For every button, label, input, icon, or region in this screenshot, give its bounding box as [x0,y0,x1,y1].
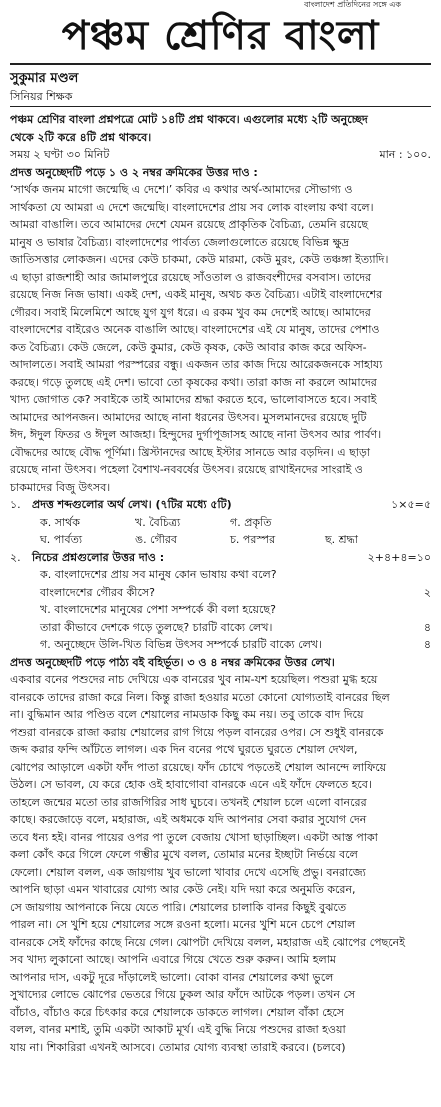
passage-line: ঝোপের আড়ালে একটা ফাঁদ পাতা রয়েছে। ফাঁদ চোখে পড়তেই শেয়াল আনন্দে লাফিয়ে [10,760,387,774]
question-number: ১. [10,498,21,511]
intro-line: থেকে ২টি করে ৪টি প্রশ্ন থাকবে। [10,130,152,144]
passage2-instruction: প্রদত্ত অনুচ্ছেদটি পড়ে পাঠ্য বই বহির্ভূত। ৩ ও ৪ নম্বর ক্রমিকের উত্তর লেখ। [10,655,335,669]
passage-line: সে জায়গায় আপনাকে নিয়ে যেতে পারি। শেয়ালের চালাকি বানর কিছুই বুঝতে [10,900,347,914]
question-text: প্রদত্ত শব্দগুলোর অর্থ লেখ। (৭টির মধ্যে ৫টি) [32,498,232,511]
passage1-text [10,181,431,496]
word-option: খ. বৈচিত্র্য [135,515,181,529]
word-option: ক. সার্থক [40,515,80,529]
passage-line: পারল না। সে খুশি হয়ে শেয়ালের সঙ্গে রওনা হলো। মনের খুশি মনে চেপে শেয়াল [10,918,356,931]
passage-line: সুখাদ্যের লোভে ঝোপের ভেতরে গিয়ে ঢুকল আর ফাঁদে আটকে পড়ল। তখন সে [10,988,356,1001]
sub-question-text: তারা কীভাবে দেশকে গড়ে তুলছে? চারটি বাক্যে লেখ। [40,620,273,634]
passage-line: কলা কোঁৎ করে গিলে ফেলে গম্ভীর মুখে বলল, তোমার মনের ইচ্ছাটা নির্ভয়ে বলে [10,848,358,861]
author-block [0,65,441,106]
passage-line: সব খাদ্য লুকানো আছে। আপনি এবারে গিয়ে খেতে শুরু করুন। আমি হলাম [10,953,337,966]
passage-line: এ ছাড়া রাজশাহী আর জামালপুরে রয়েছে সাঁওতাল ও রাজবংশীদের বসবাস। তাদের [10,270,372,284]
passage-line: একবার বনের পশুদের নাচ দেখিয়ে এক বানরের খুব নাম-যশ হয়েছিল। পশুরা মুগ্ধ হয়ে [10,673,378,686]
page-title: পঞ্চম শ্রেণির বাংলা [61,12,380,59]
sub-question-a-cont [10,584,431,602]
passage-line: ঈদ, ঈদুল ফিতর ও ঈদুল আজহা। হিন্দুদের দুর্গাপূজাসহ আছে নানা উৎসব আর পার্বণ। [10,428,382,441]
word-option: ঙ. গৌরব [135,533,178,546]
passage-line: মানুষ ও ভাষার বৈচিত্র্য। বাংলাদেশের পার্বত্য জেলাগুলোতে রয়েছে বিভিন্ন ক্ষুদ্র [10,235,349,249]
passage-line: তাহলে জন্মের মতো তার রাজগিরির সাধ ঘুচবে। তখনই শেয়াল চলে এলো বানরের [10,795,367,809]
word-option: ছ. শ্রদ্ধা [325,533,358,546]
passage-line: বানরকে সেই ফাঁদের কাছে নিয়ে গেল। ঝোপটা দেখিয়ে বলল, মহারাজ এই ঝোপের পেছনেই [10,935,405,949]
passage-line: রয়েছে নিজ নিজ ভাষা। একই দেশ, একই মানুষ, অথচ কত বৈচিত্র্য। এটাই বাংলাদেশের [10,288,383,301]
passage-line: চাকমাদের বিজু উৎসব। [10,480,111,494]
sub-question-text: গ. অনুচ্ছেদে উলি-খিত বিভিন্ন উৎসব সম্পর্কে চারটি বাক্যে লেখ। [40,638,322,651]
question-number: ২. [10,550,21,564]
passage-line: বাঁচাও, বাঁচাও করে চিৎকার করে শেয়ালকে ডাকতে লাগল। শেয়াল বাঁকা হেসে [10,1005,345,1019]
passage-line: বৌদ্ধদের আছে বৌদ্ধ পূর্ণিমা। খ্রিস্টানদের আছে ইস্টার সানডে আর বড়দিন। এ ছাড়া [10,445,370,459]
sub-question-mark: ৪ [423,620,431,634]
sub-question-text: বাংলাদেশের গৌরব কীসে? [40,585,155,599]
passage-line: সার্থকতা যে আমরা এ দেশে জন্মেছি। বাংলাদেশের প্রায় সব লোক বাংলায় কথা বলে। [10,200,374,214]
sub-question-mark: ২ [423,585,431,599]
top-strip: বাংলাদেশ প্রতিদিনের সঙ্গে এক [304,0,401,9]
passage-line: পশুরা বানরকে রাজা করায় শেয়ালের রাগ গিয়ে পড়ল বানরের ওপর। সে শুধুই বানরকে [10,725,384,739]
passage-line: খাদ্য জোগাত কে? সবাইকে তাই আমাদের শ্রদ্ধা করতে হবে, ভালোবাসতে হবে। সবাই [10,393,377,406]
author-name: সুকুমার মণ্ডল [10,71,79,86]
sub-question-a: ক. বাংলাদেশের প্রায় সব মানুষ কোন ভাষায় কথা বলে? [40,568,277,581]
sub-question-c [10,636,431,654]
exam-time: সময় ২ ঘণ্টা ৩০ মিনিট [10,148,110,161]
passage-line: বাংলাদেশের বাইরেও অনেক বাঙালি আছে। বাংলাদেশের এই যে মানুষ, তাদের পেশাও [10,323,380,336]
passage-line: না। বুদ্ধিমান আর পণ্ডিত বলে শেয়ালের নামডাক কিছু কম নয়। তবু তাকে বাদ দিয়ে [10,708,364,721]
intro-line: পঞ্চম শ্রেণির বাংলা প্রশ্নপত্রে মোট ১৪টি প্রশ্ন থাকবে। এগুলোর মধ্যে ২টি অনুচ্ছেদ [10,113,368,126]
passage-line: আমাদের আপনজন। আমাদের আছে নানা ধরনের উৎসব। মুসলমানদের রয়েছে দুটি [10,410,367,424]
author-role: সিনিয়র শিক্ষক [10,90,73,103]
sub-question-b-cont [10,619,431,637]
passage-line: ‘সার্থক জনম মাগো জন্মেছি এ দেশে।’ কবির এ কথার অর্থ-আমাদের সৌভাগ্য ও [10,183,353,196]
passage-line: রয়েছে নানা উৎসব। পহেলা বৈশাখ-নববর্ষের উৎসব। রয়েছে রাখাইনদের সাংরাই ও [10,463,363,476]
passage2-text [10,671,431,1056]
passage-line: আপনি ছাড়া এমন খাবারের যোগ্য আর কেউ নেই। যদি দয়া করে অনুমতি করেন, [10,883,356,896]
question-marks: ১×৫=৫ [391,498,431,511]
passage1-instruction: প্রদত্ত অনুচ্ছেদটি পড়ে ১ ও ২ নম্বর ক্রমিকের উত্তর দাও : [10,165,258,179]
passage-line: জাতিসত্তার লোকজন। এদের কেউ চাকমা, কেউ মারমা, কেউ মুরং, কেউ তঞ্চঙ্গা ইত্যাদি। [10,253,389,266]
word-option: গ. প্রকৃতি [230,515,272,529]
word-option: চ. পরস্পর [230,533,276,546]
exam-marks: মান : ১০০. [379,148,431,161]
word-option: ঘ. পার্বত্য [40,533,83,546]
word-options-row [10,531,431,549]
word-options-row [10,514,431,532]
passage-line: জব্দ করার ফন্দি আঁটতে লাগল। এক দিন বনের পথে ঘুরতে ঘুরতে শেয়াল দেখল, [10,743,358,756]
exam-meta [10,146,431,164]
passage-line: যায় না। শিকারিরা এখনই আসবে। তোমার যোগ্য ব্যবস্থা তারাই করবে। (চলবে) [10,1040,346,1054]
passage-line: আদালতে। সবাই আমরা পরস্পরের বন্ধু। একজন তার কাজ দিয়ে আরেকজনকে সাহায্য [10,358,383,371]
passage-line: আমরা বাঙালি। তবে আমাদের দেশে যেমন রয়েছে প্রাকৃতিক বৈচিত্র্য, তেমনি রয়েছে [10,218,369,231]
passage-line: কাছে। করজোড়ে বলে, মহারাজ, এই অধমকে যদি আপনার সেবা করার সুযোগ দেন [10,813,367,826]
sub-question-mark: ৪ [423,638,431,651]
passage-line: বানরকে তাদের রাজা করে নিল। কিন্তু রাজা হওয়ার মতো কোনো যোগ্যতাই বানরের ছিল [10,690,390,704]
passage-line: ফেলো। শেয়াল বলল, এক জায়গায় খুব ভালো খাবার দেখে এসেছি প্রভু। বনরাজ্যে [10,865,366,879]
passage-line: তবে ধন্য হই। বানর পায়ের ওপর পা তুলে বেজায় খোসা ছাড়াচ্ছিল। একটা আস্ত পাকা [10,830,378,844]
passage-line: উঠল। সে ভাবল, যে করে হোক ওই হাবাগোবা বানরকে এনে এই ফাঁদে ফেলতে হবে। [10,778,372,791]
question-1 [10,496,431,514]
question-2 [10,549,431,567]
article-body [0,111,441,1056]
sub-question-b: খ. বাংলাদেশের মানুষের পেশা সম্পর্কে কী বলা হয়েছে? [40,603,276,616]
passage-line: কত বৈচিত্র্য। কেউ জেলে, কেউ কুমার, কেউ কৃষক, কেউ আবার কাজ করে অফিস- [10,340,367,354]
passage-line: আপনার দাস, একটু দূরে দাঁড়ালেই ভালো। বোকা বানর শেয়ালের কথা ভুলে [10,970,334,984]
passage-line: করছে। গড়ে তুলছে এই দেশ। ভাবো তো কৃষকের কথা। তারা কাজ না করলে আমাদের [10,375,377,389]
passage-line: বলল, বানর মশাই, তুমি একটা আকাট মূর্খ। এই বুদ্ধি নিয়ে পশুদের রাজা হওয়া [10,1023,346,1036]
question-marks: ২+৪+৪=১০ [367,550,431,564]
passage-line: গৌরব। সবাই মিলেমিশে আছে যুগ যুগ ধরে। এ রকম খুব কম দেশেই আছে। আমাদের [10,305,371,319]
question-text: নিচের প্রশ্নগুলোর উত্তর দাও : [32,550,165,564]
